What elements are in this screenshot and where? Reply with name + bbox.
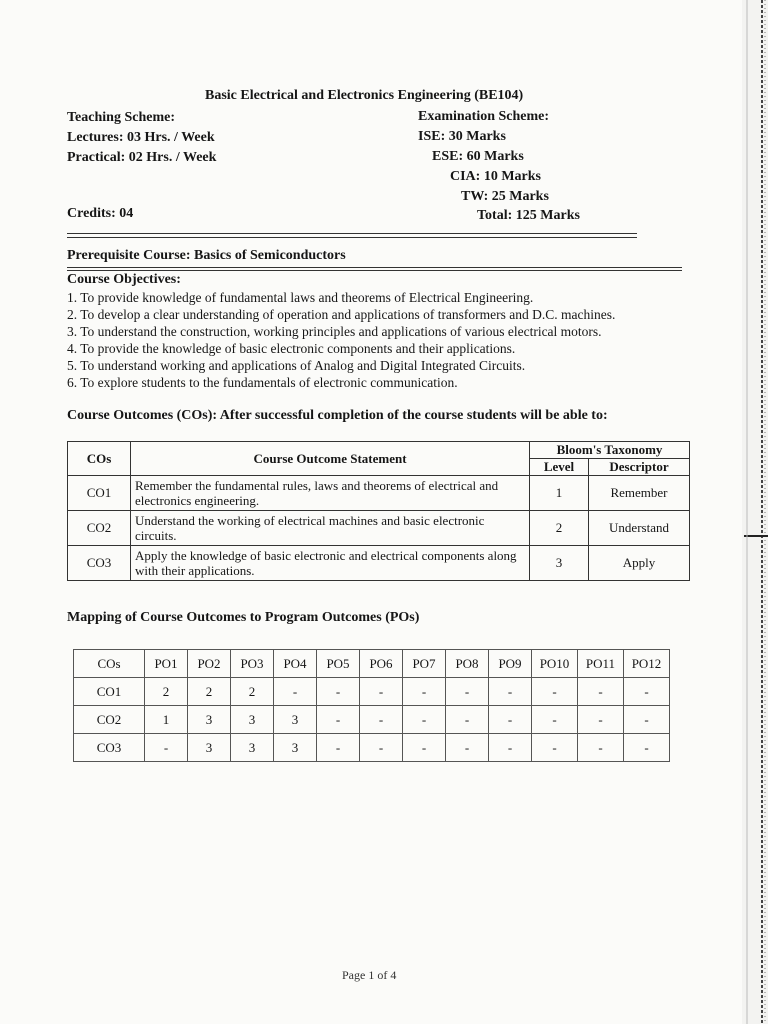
- exam-ise: ISE: 30 Marks: [418, 129, 506, 144]
- table-cell: -: [532, 706, 578, 734]
- co-level: 2: [530, 511, 589, 546]
- table-cell: -: [624, 706, 670, 734]
- header-cell: PO11: [578, 650, 624, 678]
- objective-item: 2. To develop a clear understanding of operation and applications of transformers and D.C. machines.: [67, 307, 616, 322]
- table-row: [68, 476, 690, 511]
- table-cell: -: [624, 678, 670, 706]
- header-cell: PO4: [274, 650, 317, 678]
- col-header-descriptor: Descriptor: [589, 459, 690, 476]
- table-cell: 3: [231, 734, 274, 762]
- table-cell: 2: [188, 678, 231, 706]
- divider: [67, 267, 682, 268]
- header-cell: COs: [74, 650, 145, 678]
- teaching-scheme-heading: Teaching Scheme:: [67, 110, 175, 125]
- prerequisite: Prerequisite Course: Basics of Semiconductors: [67, 248, 346, 263]
- co-level: 1: [530, 476, 589, 511]
- co-descriptor: Apply: [589, 546, 690, 581]
- teaching-scheme: [67, 108, 216, 168]
- header-cell: PO1: [145, 650, 188, 678]
- table-cell: -: [360, 678, 403, 706]
- table-cell: -: [532, 734, 578, 762]
- divider: [67, 270, 682, 271]
- course-title: Basic Electrical and Electronics Engineering (BE104): [205, 88, 524, 103]
- co-statement: Understand the working of electrical machines and basic electronic circuits.: [131, 511, 530, 546]
- objectives-list: [67, 289, 615, 391]
- table-row: [74, 734, 670, 762]
- table-cell: 3: [274, 734, 317, 762]
- table-header-row: [74, 650, 670, 678]
- table-cell: -: [403, 706, 446, 734]
- co-level: 3: [530, 546, 589, 581]
- col-header-level: Level: [530, 459, 589, 476]
- header-cell: PO5: [317, 650, 360, 678]
- table-cell: -: [317, 734, 360, 762]
- table-cell: -: [145, 734, 188, 762]
- mapping-heading: Mapping of Course Outcomes to Program Outcomes (POs): [67, 610, 420, 625]
- col-header-statement: Course Outcome Statement: [131, 442, 530, 476]
- table-cell: -: [578, 706, 624, 734]
- objective-item: 1. To provide knowledge of fundamental laws and theorems of Electrical Engineering.: [67, 290, 534, 305]
- po-mapping-table: [73, 649, 670, 762]
- table-cell: 3: [188, 734, 231, 762]
- header-cell: PO12: [624, 650, 670, 678]
- co-id: CO3: [68, 546, 131, 581]
- table-cell: CO2: [74, 706, 145, 734]
- co-statement: Remember the fundamental rules, laws and theorems of electrical and electronics engineering.: [131, 476, 530, 511]
- divider: [67, 237, 637, 238]
- page-number: Page 1 of 4: [342, 968, 397, 982]
- exam-cia: CIA: 10 Marks: [450, 169, 541, 184]
- table-cell: 3: [231, 706, 274, 734]
- scan-edge-artifact: [742, 0, 768, 1024]
- table-cell: 3: [274, 706, 317, 734]
- header-cell: PO8: [446, 650, 489, 678]
- table-cell: -: [446, 734, 489, 762]
- co-statement: Apply the knowledge of basic electronic and electrical components along with their applications.: [131, 546, 530, 581]
- header-cell: PO6: [360, 650, 403, 678]
- co-id: CO1: [68, 476, 131, 511]
- table-cell: -: [403, 678, 446, 706]
- exam-tw: TW: 25 Marks: [461, 189, 549, 204]
- header-cell: PO3: [231, 650, 274, 678]
- objective-item: 4. To provide the knowledge of basic electronic components and their applications.: [67, 341, 516, 356]
- table-cell: 1: [145, 706, 188, 734]
- lectures-hours: Lectures: 03 Hrs. / Week: [67, 130, 215, 145]
- co-descriptor: Understand: [589, 511, 690, 546]
- practical-hours: Practical: 02 Hrs. / Week: [67, 150, 217, 165]
- objectives-heading: Course Objectives:: [67, 272, 181, 287]
- table-row: [74, 678, 670, 706]
- header-cell: PO10: [532, 650, 578, 678]
- table-cell: 2: [231, 678, 274, 706]
- table-cell: -: [403, 734, 446, 762]
- objective-item: 6. To explore students to the fundamentals of electronic communication.: [67, 375, 458, 390]
- col-header-bloom: Bloom's Taxonomy: [530, 442, 690, 459]
- table-cell: -: [446, 706, 489, 734]
- table-cell: -: [446, 678, 489, 706]
- table-cell: CO1: [74, 678, 145, 706]
- table-cell: 2: [145, 678, 188, 706]
- table-row: [68, 546, 690, 581]
- credits: Credits: 04: [67, 206, 134, 221]
- course-outcomes-table: [67, 441, 690, 581]
- table-cell: -: [489, 678, 532, 706]
- table-cell: -: [360, 734, 403, 762]
- table-cell: -: [578, 734, 624, 762]
- table-cell: -: [532, 678, 578, 706]
- table-cell: -: [489, 734, 532, 762]
- header-cell: PO2: [188, 650, 231, 678]
- header-cell: PO7: [403, 650, 446, 678]
- table-cell: CO3: [74, 734, 145, 762]
- table-cell: -: [360, 706, 403, 734]
- table-row: [74, 706, 670, 734]
- table-cell: -: [624, 734, 670, 762]
- co-id: CO2: [68, 511, 131, 546]
- table-cell: -: [489, 706, 532, 734]
- exam-ese: ESE: 60 Marks: [432, 149, 524, 164]
- outcomes-heading: Course Outcomes (COs): After successful completion of the course students will be able to:: [67, 408, 608, 423]
- co-descriptor: Remember: [589, 476, 690, 511]
- table-row: [68, 511, 690, 546]
- table-cell: 3: [188, 706, 231, 734]
- header-cell: PO9: [489, 650, 532, 678]
- table-cell: -: [578, 678, 624, 706]
- exam-total: Total: 125 Marks: [477, 208, 580, 223]
- exam-scheme-heading: Examination Scheme:: [418, 109, 550, 124]
- table-cell: -: [274, 678, 317, 706]
- divider: [67, 233, 637, 234]
- objective-item: 3. To understand the construction, working principles and applications of various electrical motors.: [67, 324, 602, 339]
- objective-item: 5. To understand working and applications of Analog and Digital Integrated Circuits.: [67, 358, 526, 373]
- table-cell: -: [317, 678, 360, 706]
- table-cell: -: [317, 706, 360, 734]
- col-header-cos: COs: [68, 442, 131, 476]
